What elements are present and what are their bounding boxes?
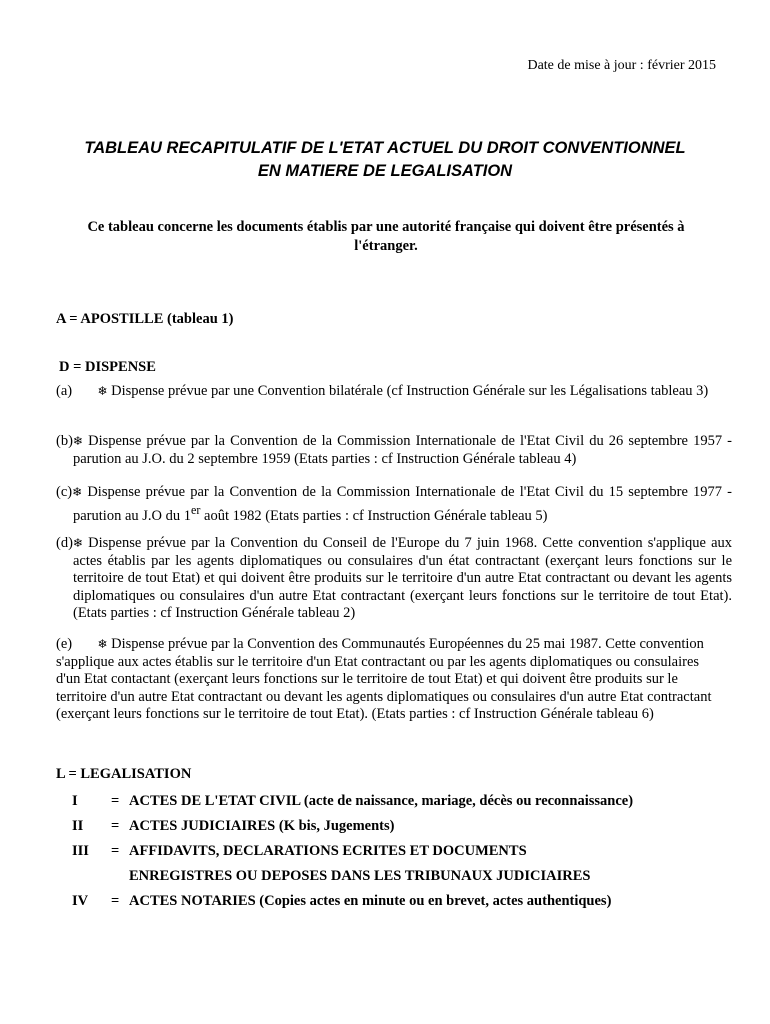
legalisation-text: AFFIDAVITS, DECLARATIONS ECRITES ET DOCUMENTS (129, 843, 527, 859)
dispense-a-text: Dispense prévue par une Convention bilatérale (cf Instruction Générale sur les Légalisations tableau 3) (111, 383, 709, 399)
legalisation-text: ENREGISTRES OU DEPOSES DANS LES TRIBUNAUX JUDICIAIRES (129, 868, 591, 884)
snowflake-icon: ❄ (72, 536, 83, 550)
dispense-c-superscript: er (191, 502, 201, 517)
legalisation-number: IV (72, 893, 89, 909)
dispense-d (56, 535, 732, 623)
dispense-c-text-end: août 1982 (Etats parties : cf Instruction Générale tableau 5) (200, 507, 548, 524)
legalisation-number: I (72, 793, 78, 809)
title-line-2: EN MATIERE DE LEGALISATION (257, 162, 513, 180)
dispense-c-text: Dispense prévue par la Convention de la Commission Internationale de l'Etat Civil du 15 septembre 1977 - parution au J.O du 1 (73, 484, 733, 524)
legalisation-text: ACTES JUDICIAIRES (K bis, Jugements) (129, 818, 395, 834)
dispense-a-marker: (a) (56, 383, 73, 399)
dispense-e-marker: (e) (56, 636, 73, 652)
dispense-b-text: Dispense prévue par la Convention de la Commission Internationale de l'Etat Civil du 26 septembre 1957 - parution au J.O. du 2 septembre 1959 (Etats parties : cf Instruction Générale tableau 4) (73, 433, 733, 467)
dispense-d-text: Dispense prévue par la Convention du Conseil de l'Europe du 7 juin 1968. Cette convention s'applique aux actes établis par les agents diplomatiques ou consulaires d'un état contractant (exerçant leurs fonctions sur le territoire de tout Etat) et qui doivent être produits sur le territoire d'un autre Etat contractant ou devant les agents diplomatiques ou consulaires d'un autre Etat contractant (exerçant leurs fonctions sur le territoire de tout Etat). (Etats parties : cf Instruction Générale tableau 2) (73, 535, 733, 621)
legalisation-number: II (72, 818, 84, 834)
dispense-e-text: Dispense prévue par la Convention des Communautés Européennes du 25 mai 1987. Cette convention s'applique aux actes établis sur le territoire d'un Etat contractant ou par les agents diplomatiques ou consulaires d'un Etat contactant (exerçant leurs fonctions sur le territoire de tout Etat) et qui doivent être produits sur le territoire d'un autre Etat contractant ou devant les agents diplomatiques ou consulaires d'un autre Etat contractant (exerçant leurs fonctions sur le territoire de tout Etat). (Etats parties : cf Instruction Générale tableau 6) (56, 636, 712, 722)
dispense-b-marker: (b) (56, 433, 73, 449)
update-date: Date de mise à jour : février 2015 (527, 58, 716, 73)
snowflake-icon: ❄ (97, 637, 108, 651)
dispense-c-marker: (c) (56, 484, 73, 500)
dispense-e (56, 636, 715, 724)
legalisation-equals: = (111, 893, 120, 909)
title-line-1: TABLEAU RECAPITULATIF DE L'ETAT ACTUEL DU DROIT CONVENTIONNEL (84, 139, 686, 157)
snowflake-icon: ❄ (97, 384, 108, 398)
dispense-c (56, 484, 732, 525)
snowflake-icon: ❄ (72, 434, 83, 448)
document-title (40, 137, 730, 183)
legalisation-number: III (72, 843, 89, 859)
section-dispense: D = DISPENSE (59, 359, 156, 375)
legalisation-equals: = (111, 818, 120, 834)
snowflake-icon: ❄ (72, 485, 83, 499)
section-legalisation: L = LEGALISATION (56, 766, 192, 782)
legalisation-equals: = (111, 843, 120, 859)
intro-text: Ce tableau concerne les documents établis par une autorité française qui doivent être présentés à l'étranger. (87, 219, 685, 254)
legalisation-text: ACTES NOTARIES (Copies actes en minute ou en brevet, actes authentiques) (129, 893, 612, 909)
dispense-a (56, 383, 715, 401)
legalisation-text: ACTES DE L'ETAT CIVIL (acte de naissance, mariage, décès ou reconnaissance) (129, 793, 634, 809)
section-apostille: A = APOSTILLE (tableau 1) (56, 311, 234, 327)
legalisation-equals: = (111, 793, 120, 809)
dispense-b (56, 433, 732, 468)
dispense-d-marker: (d) (56, 535, 73, 551)
